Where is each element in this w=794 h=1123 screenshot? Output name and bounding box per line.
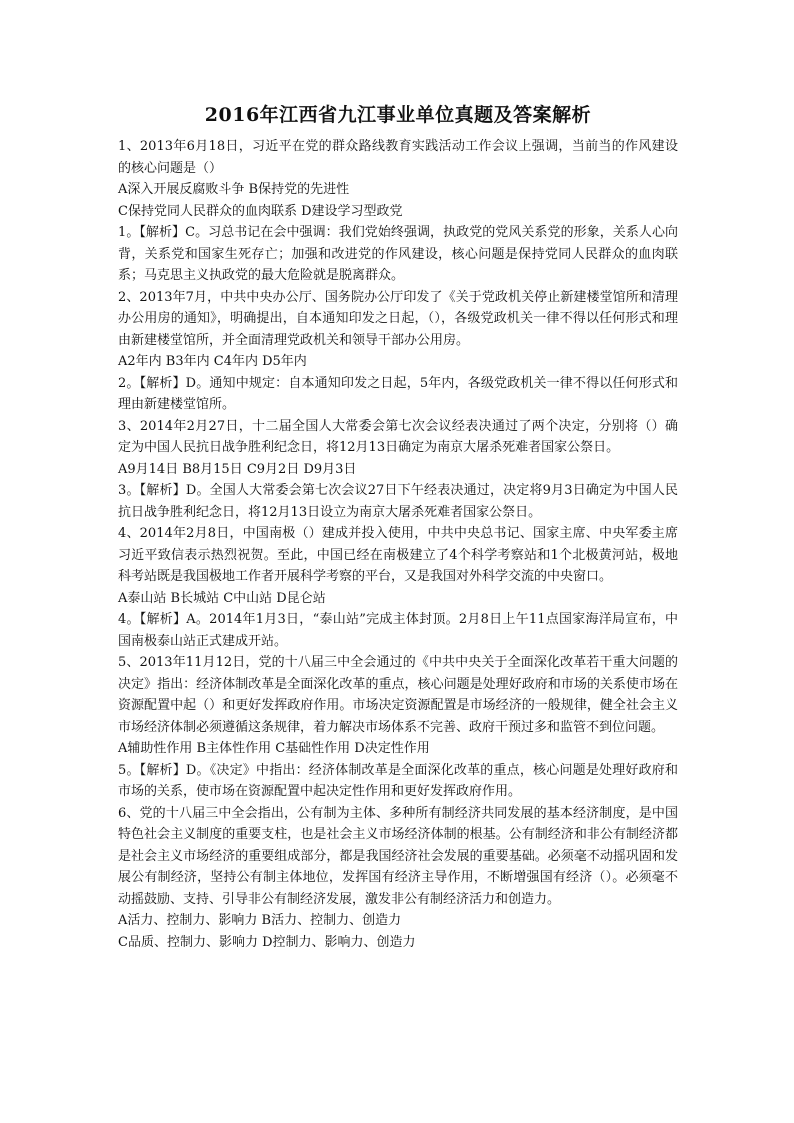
answer-options: C保持党同人民群众的血肉联系 D建设学习型政党 <box>118 203 403 219</box>
document-body <box>118 136 678 953</box>
document-title: 2016年江西省九江事业单位真题及答案解析 <box>204 104 592 126</box>
paragraph: 3。【解析】D。全国人大常委会第七次会议27日下午经表决通过，决定将9月3日确定为中国人民抗日战争胜利纪念日，将12月13日设立为南京大屠杀死难者国家公祭日。 <box>118 483 678 520</box>
answer-options: A深入开展反腐败斗争 B保持党的先进性 <box>118 182 350 197</box>
paragraph: 1、2013年6月18日，习近平在党的群众路线教育实践活动工作会议上强调，当前当的作风建设的核心问题是（） <box>118 139 678 176</box>
paragraph: 4、2014年2月8日，中国南极（）建成并投入使用，中共中央总书记、国家主席、中央军委主席习近平致信表示热烈祝贺。至此，中国已经在南极建立了4个科学考察站和1个北极黄河站，极地科考站既是我国极地工作者开展科学考察的平台，又是我国对外科学交流的中央窗口。 <box>118 526 678 584</box>
paragraph: 4。【解析】A。2014年1月3日，“泰山站”完成主体封顶。2月8日上午11点国家海洋局宣布，中国南极泰山站正式建成开站。 <box>118 612 678 649</box>
paragraph: 3、2014年2月27日，十二届全国人大常委会第七次会议经表决通过了两个决定，分别将（）确定为中国人民抗日战争胜利纪念日，将12月13日确定为南京大屠杀死难者国家公祭日。 <box>118 418 678 455</box>
answer-options: A2年内 B3年内 C4年内 D5年内 <box>118 354 307 369</box>
paragraph: 5。【解析】D。《决定》中指出：经济体制改革是全面深化改革的重点，核心问题是处理好政府和市场的关系，使市场在资源配置中起决定性作用和更好发挥政府作用。 <box>118 762 678 799</box>
answer-options: A活力、控制力、影响力 B活力、控制力、创造力 <box>118 913 402 928</box>
answer-options: A泰山站 B长城站 C中山站 D昆仑站 <box>118 590 326 606</box>
document-page <box>118 102 678 953</box>
paragraph: 1。【解析】C。习总书记在会中强调：我们党始终强调，执政党的党风关系党的形象，关系人心向背，关系党和国家生死存亡；加强和改进党的作风建设，核心问题是保持党同人民群众的血肉联系；马克思主义执政党的最大危险就是脱离群众。 <box>118 225 678 283</box>
paragraph: 5、2013年11月12日，党的十八届三中全会通过的《中共中央关于全面深化改革若干重大问题的决定》指出：经济体制改革是全面深化改革的重点，核心问题是处理好政府和市场的关系使市场在资源配置中起（）和更好发挥政府作用。市场决定资源配置是市场经济的一般规律，健全社会主义市场经济体制必须遵循这条规律，着力解决市场体系不完善、政府干预过多和监管不到位问题。 <box>118 655 678 735</box>
answer-options: A9月14日 B8月15日 C9月2日 D9月3日 <box>118 461 357 477</box>
paragraph: 2、2013年7月，中共中央办公厅、国务院办公厅印发了《关于党政机关停止新建楼堂馆所和清理办公用房的通知》，明确提出，自本通知印发之日起，（），各级党政机关一律不得以任何形式和理由新建楼堂馆所，并全面清理党政机关和领导干部办公用房。 <box>118 289 678 348</box>
paragraph: 6、党的十八届三中全会指出，公有制为主体、多种所有制经济共同发展的基本经济制度，是中国特色社会主义制度的重要支柱，也是社会主义市场经济体制的根基。公有制经济和非公有制经济都是社会主义市场经济的重要组成部分，都是我国经济社会发展的重要基础。必须毫不动摇巩固和发展公有制经济，坚持公有制主体地位，发挥国有经济主导作用，不断增强国有经济（）。必须毫不动摇鼓励、支持、引导非公有制经济发展，激发非公有制经济活力和创造力。 <box>118 805 678 907</box>
paragraph: 2。【解析】D。通知中规定：自本通知印发之日起，5年内，各级党政机关一律不得以任何形式和理由新建楼堂馆所。 <box>118 375 678 412</box>
answer-options: C品质、控制力、影响力 D控制力、影响力、创造力 <box>118 934 416 950</box>
answer-options: A辅助性作用 B主体性作用 C基础性作用 D决定性作用 <box>118 741 430 756</box>
